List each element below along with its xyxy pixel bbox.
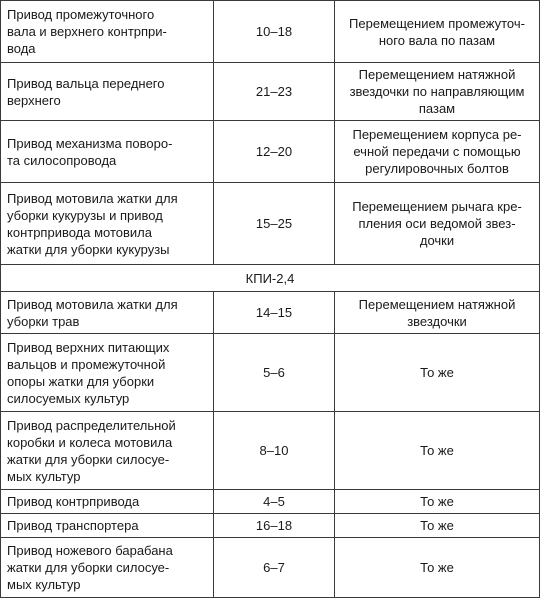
table-row xyxy=(1,292,540,334)
value-cell: 6–7 xyxy=(214,538,335,598)
adjustment-method-cell: Перемещением натяжной звездочки xyxy=(335,292,540,334)
value-cell: 8–10 xyxy=(214,412,335,490)
drive-name-cell: Привод мотовила жатки для уборки кукурузы и привод контрпривода мотовила жатки для уборки кукурузы xyxy=(1,183,214,265)
adjustment-method-cell: Перемещением промежуточ- ного вала по пазам xyxy=(335,1,540,63)
table-row xyxy=(1,538,540,598)
section-title: КПИ-2,4 xyxy=(1,265,540,292)
table-section xyxy=(1,265,540,292)
drive-name-cell: Привод верхних питающих вальцов и промежуточной опоры жатки для уборки силосуемых культур xyxy=(1,334,214,412)
table-row xyxy=(1,412,540,490)
adjustment-method-cell: То же xyxy=(335,490,540,514)
table-row xyxy=(1,1,540,63)
table-row xyxy=(1,334,540,412)
adjustment-method-cell: Перемещением натяжной звездочки по направляющим пазам xyxy=(335,63,540,121)
value-cell: 5–6 xyxy=(214,334,335,412)
drive-name-cell: Привод мотовила жатки для уборки трав xyxy=(1,292,214,334)
value-cell: 16–18 xyxy=(214,514,335,538)
drive-name-cell: Привод распределительной коробки и колеса мотовила жатки для уборки силосуе- мых культур xyxy=(1,412,214,490)
drive-name-cell: Привод промежуточного вала и верхнего контрпри- вода xyxy=(1,1,214,63)
table-body-bottom xyxy=(1,292,540,598)
drive-name-cell: Привод вальца переднего верхнего xyxy=(1,63,214,121)
value-cell: 15–25 xyxy=(214,183,335,265)
table-body-top xyxy=(1,1,540,265)
table-row xyxy=(1,121,540,183)
drive-name-cell: Привод контрпривода xyxy=(1,490,214,514)
value-cell: 12–20 xyxy=(214,121,335,183)
drive-name-cell: Привод механизма поворо- та силосопровода xyxy=(1,121,214,183)
table-row xyxy=(1,63,540,121)
adjustment-method-cell: То же xyxy=(335,538,540,598)
value-cell: 21–23 xyxy=(214,63,335,121)
adjustment-method-cell: То же xyxy=(335,412,540,490)
value-cell: 4–5 xyxy=(214,490,335,514)
value-cell: 14–15 xyxy=(214,292,335,334)
adjustment-method-cell: То же xyxy=(335,514,540,538)
adjustment-method-cell: Перемещением корпуса ре- ечной передачи с помощью регулировочных болтов xyxy=(335,121,540,183)
table-row xyxy=(1,514,540,538)
section-header-row xyxy=(1,265,540,292)
adjustment-method-cell: То же xyxy=(335,334,540,412)
drive-name-cell: Привод транспортера xyxy=(1,514,214,538)
adjustment-method-cell: Перемещением рычага кре- пления оси ведомой звез- дочки xyxy=(335,183,540,265)
drive-name-cell: Привод ножевого барабана жатки для уборки силосуе- мых культур xyxy=(1,538,214,598)
value-cell: 10–18 xyxy=(214,1,335,63)
table-row xyxy=(1,490,540,514)
table-row xyxy=(1,183,540,265)
